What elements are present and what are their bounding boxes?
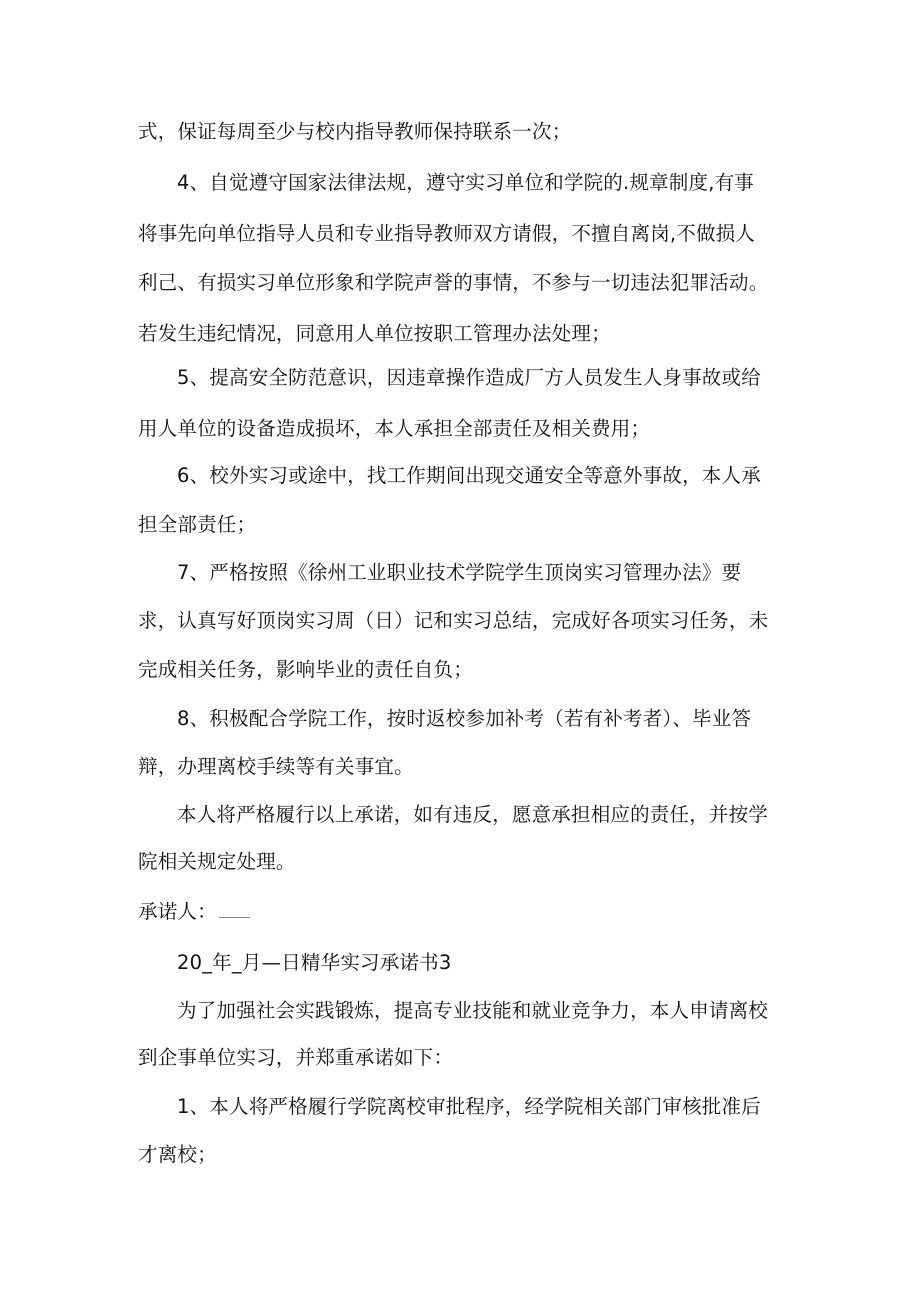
signature-blank [219, 916, 250, 918]
signature-line [138, 899, 250, 925]
text-line-7: 用人单位的设备造成损坏，本人承担全部责任及相关费用； [138, 417, 651, 440]
text-line-2: 4、自觉遵守国家法律法规，遵守实习单位和学院的.规章制度,有事 [177, 171, 755, 194]
promisor-label: 承诺人： [138, 900, 217, 923]
text-line-1: 式，保证每周至少与校内指导教师保持联系一次； [138, 120, 572, 143]
text-line-12: 完成相关任务，影响毕业的责任自负； [138, 658, 473, 681]
text-line-22: 才离校； [138, 1143, 217, 1166]
text-line-21: 1、本人将严格履行学院离校审批程序，经学院相关部门审核批准后 [177, 1095, 761, 1118]
text-line-4: 利己、有损实习单位形象和学院声誉的事情，不参与一切违法犯罪活动。 [138, 271, 769, 294]
text-line-5: 若发生违纪情况，同意用人单位按职工管理办法处理； [138, 322, 611, 345]
text-line-13: 8、积极配合学院工作，按时返校参加补考（若有补考者）、毕业答 [177, 707, 752, 730]
text-line-15: 本人将严格履行以上承诺，如有违反，愿意承担相应的责任，并按学 [177, 803, 769, 826]
text-line-20: 到企事单位实习，并郑重承诺如下： [138, 1046, 454, 1069]
text-line-19: 为了加强社会实践锻炼，提高专业技能和就业竞争力，本人申请离校 [177, 999, 769, 1022]
text-line-9: 担全部责任； [138, 513, 257, 536]
text-line-10: 7、严格按照《徐州工业职业技术学院学生顶岗实习管理办法》要 [177, 561, 742, 584]
text-line-11: 求，认真写好顶岗实习周（日）记和实习总结，完成好各项实习任务，未 [138, 609, 769, 632]
text-line-6: 5、提高安全防范意识，因违章操作造成厂方人员发生人身事故或给 [177, 366, 761, 389]
text-line-14: 辩，办理离校手续等有关事宜。 [138, 755, 414, 778]
text-line-16: 院相关规定处理。 [138, 850, 296, 873]
section-heading: 20_年_月—日精华实习承诺书3 [177, 951, 452, 974]
text-line-8: 6、校外实习或途中，找工作期间出现交通安全等意外事故，本人承 [177, 464, 761, 487]
text-line-3: 将事先向单位指导人员和专业指导教师双方请假，不擅自离岗,不做损人 [138, 222, 756, 245]
